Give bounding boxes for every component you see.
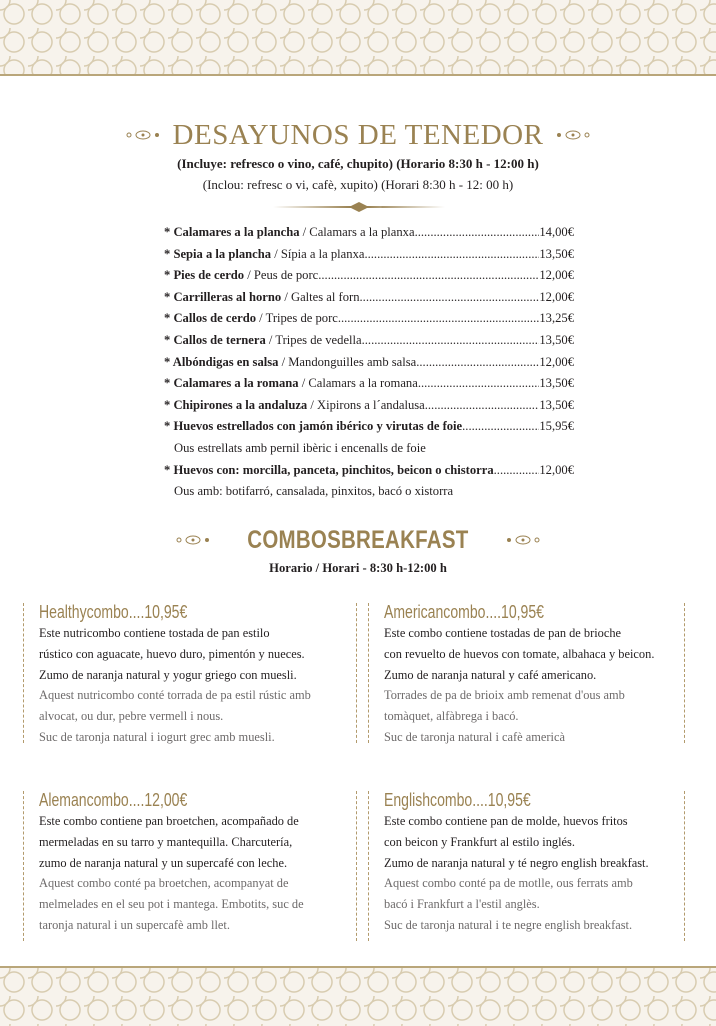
dashed-border-left (368, 791, 369, 941)
decorative-pattern-bottom (0, 966, 716, 1026)
combo-card-aleman (39, 789, 339, 936)
ornament-right-icon (503, 533, 541, 547)
combo-description-es: Este combo contiene pan broetchen, acompañado de mermeladas en su tarro y mantequilla. Charcutería, zumo de naranja natural y un supercafé con leche. (39, 814, 299, 870)
menu-item-price: 12,00€ (539, 289, 574, 304)
combo-card-healthy (39, 601, 339, 748)
menu-item-price: 13,50€ (539, 246, 574, 261)
combo-description-ca: Aquest combo conté pa de motlle, ous ferrats amb bacó i Frankfurt a l'estil anglès. Suc de taronja natural i te negre english breakfast. (384, 876, 633, 932)
menu-item: * Calamares a la romana / Calamars a la romana ..... 13,50€ (164, 373, 574, 395)
combo-description-es: Este combo contiene pan de molde, huevos fritos con beicon y Frankfurt al estilo inglés. Zumo de naranja natural y té negro english breakfast. (384, 814, 649, 870)
menu-item-price: 12,00€ (539, 268, 574, 283)
title-divider (273, 201, 445, 213)
combo-card-american (384, 601, 684, 748)
menu-item-price: 13,50€ (539, 376, 574, 391)
menu-item: * Huevos estrellados con jamón ibérico y virutas de foie ..... 15,95€ (164, 416, 574, 438)
combo-description-ca: Torrades de pa de brioix amb remenat d'ous amb tomàquet, alfàbrega i bacó. Suc de taronja natural i cafè americà (384, 688, 625, 744)
menu-item: * Carrilleras al horno / Galtes al forn ..... 12,00€ (164, 287, 574, 309)
menu-item: * Sepia a la plancha / Sípia a la planxa ..... 13,50€ (164, 244, 574, 266)
combo-description-ca: Aquest nutricombo conté torrada de pa estil rústic amb alvocat, ou dur, pebre vermell i nous. Suc de taronja natural i iogurt grec amb muesli. (39, 688, 311, 744)
menu-item: * Pies de cerdo / Peus de porc ..... 12,00€ (164, 265, 574, 287)
combo-description-es: Este nutricombo contiene tostada de pan estilo rústico con aguacate, huevo duro, pimentón y nueces. Zumo de naranja natural y yogur griego con muesli. (39, 626, 305, 682)
combo-description-ca: Aquest combo conté pa broetchen, acompanyat de melmelades en el seu pot i mantega. Embotits, suc de taronja natural i un supercafè amb llet. (39, 876, 304, 932)
ornament-left-icon (175, 533, 213, 547)
dashed-border-left (368, 603, 369, 743)
menu-item-price: 15,95€ (539, 419, 574, 434)
ornament-left-icon (125, 128, 163, 142)
menu-item-price: 14,00€ (539, 225, 574, 239)
ornament-right-icon (553, 128, 591, 142)
dashed-border-right (684, 603, 685, 743)
menu-item-note: Ous estrellats amb pernil ibèric i encenalls de foie (174, 440, 426, 455)
combo-title: Englishcombo....10,95€ (384, 790, 531, 810)
combos-hours: Horario / Horari - 8:30 h-12:00 h (269, 561, 447, 575)
combo-title: Americancombo....10,95€ (384, 602, 544, 622)
menu-item-price: 12,00€ (539, 462, 574, 477)
menu-item-price: 13,50€ (539, 332, 574, 347)
subtitle-es: (Incluye: refresco o vino, café, chupito) (Horario 8:30 h - 12:00 h) (177, 156, 539, 171)
main-title-row (0, 119, 716, 151)
dashed-border-left (23, 791, 24, 941)
menu-item: * Huevos con: morcilla, panceta, pinchitos, beicon o chistorra ..... 12,00€ (164, 460, 574, 482)
breakfast-menu-list (164, 222, 574, 503)
menu-item: * Callos de cerdo / Tripes de porc ..... 13,25€ (164, 308, 574, 330)
combos-title-row (0, 525, 716, 555)
dashed-border-right (356, 603, 357, 743)
menu-item: * Calamares a la plancha / Calamars a la planxa ..... 14,00€ (164, 222, 574, 244)
combos-title: COMBOSBREAKFAST (247, 526, 469, 554)
combo-card-english (384, 789, 684, 936)
subtitle-ca: (Inclou: refresc o vi, cafè, xupito) (Horari 8:30 h - 12: 00 h) (202, 177, 514, 192)
menu-item: * Chipirones a la andaluza / Xipirons a l´andalusa ..... 13,50€ (164, 395, 574, 417)
combo-title: Alemancombo....12,00€ (39, 790, 188, 810)
menu-item-note: Ous amb: botifarró, cansalada, pinxitos, bacó o xistorra (174, 484, 454, 499)
menu-item: * Albóndigas en salsa / Mandonguilles amb salsa ..... 12,00€ (164, 352, 574, 374)
menu-item: * Callos de ternera / Tripes de vedella ..... 13,50€ (164, 330, 574, 352)
menu-item-price: 13,25€ (539, 311, 574, 326)
menu-item-price: 13,50€ (539, 397, 574, 412)
combo-title: Healthycombo....10,95€ (39, 602, 188, 622)
decorative-pattern-top (0, 0, 716, 76)
page-title: DESAYUNOS DE TENEDOR (172, 119, 544, 151)
dashed-border-right (356, 791, 357, 941)
menu-item-price: 12,00€ (539, 354, 574, 369)
combo-description-es: Este combo contiene tostadas de pan de brioche con revuelto de huevos con tomate, albahaca y beicon. Zumo de naranja natural y café americano. (384, 626, 655, 682)
dashed-border-right (684, 791, 685, 941)
dashed-border-left (23, 603, 24, 743)
